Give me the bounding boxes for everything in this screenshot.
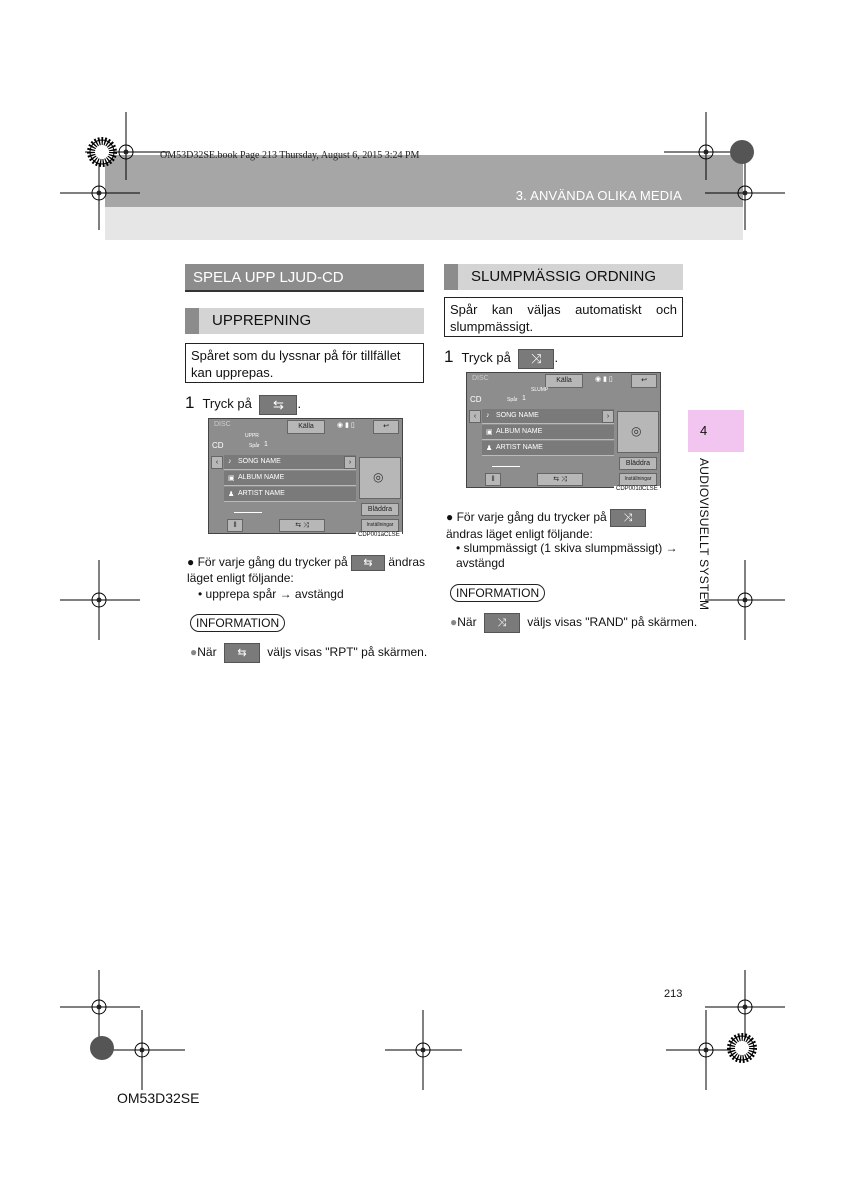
screen-track-number-r: 1 <box>522 395 526 402</box>
screen-disc-label-r: DISC <box>472 375 489 382</box>
section-title: 3. ANVÄNDA OLIKA MEDIA <box>515 188 682 203</box>
screen-album-name-r: ALBUM NAME <box>496 428 543 435</box>
step-number: 1 <box>185 393 195 412</box>
screen-artist-name-r: ARTIST NAME <box>496 444 543 451</box>
right-intro-box: Spår kan väljas automatiskt och slumpmässigt. <box>444 297 683 337</box>
screen-track-label: Spår <box>249 443 260 449</box>
left-sub-text: upprepa spår → avstängd <box>205 587 344 601</box>
bullet-dot-r: ● <box>446 510 454 525</box>
screen-next-button-r: › <box>602 410 614 423</box>
step-text: Tryck på <box>202 396 252 411</box>
left-note-b: väljs visas "RPT" på skärmen. <box>267 645 428 660</box>
screen-track-label-r: Spår <box>507 397 518 403</box>
step-number-right: 1 <box>444 347 454 366</box>
screen-mode-label: UPPR <box>245 433 259 439</box>
chapter-number: 4 <box>700 423 708 438</box>
screen-album-name: ALBUM NAME <box>238 474 285 481</box>
screen-next-button: › <box>344 456 356 469</box>
screen-repeat-shuffle-buttons-r: ⇆ ⤨ <box>537 473 583 486</box>
screen-status-icons: ◉ ▮ ▯ <box>337 422 355 429</box>
bullet-dot: ● <box>187 555 195 570</box>
step-end: . <box>297 396 302 411</box>
shuffle-icon-note: ⤨ <box>497 617 507 629</box>
album-icon: ▣ <box>228 475 235 482</box>
screen-mode-label-r: SLUMP <box>531 387 549 393</box>
step-end-right: . <box>554 350 559 365</box>
shuffle-icon: ⤨ <box>531 350 542 366</box>
disc-icon-r: ◎ <box>631 424 642 438</box>
screen-back-button: ↩ <box>373 420 399 434</box>
left-sub-bullet: • upprepa spår → avstängd <box>198 587 344 601</box>
right-screen-caption: CDP001dCLSE <box>616 486 658 492</box>
right-info-label: INFORMATION <box>450 584 545 602</box>
note-icon: ♪ <box>228 458 232 465</box>
bullet-text-a: För varje gång du trycker på <box>197 555 348 570</box>
screen-browse-button: Bläddra <box>361 503 399 516</box>
note-dot-r: ● <box>450 615 458 630</box>
left-intro-box: Spåret som du lyssnar på för tillfället kan upprepas. <box>185 343 424 383</box>
screen-settings-button-r: Inställningar <box>619 473 657 486</box>
screen-song-name-r: SONG NAME <box>496 412 539 419</box>
screen-prev-button: ‹ <box>211 456 223 469</box>
screen-source-button: Källa <box>287 420 325 434</box>
document-code: OM53D32SE <box>117 1090 200 1106</box>
solid-target-mark <box>730 140 754 164</box>
left-subtitle: UPPREPNING <box>212 312 312 329</box>
right-sub-text: slumpmässigt (1 skiva slumpmässigt) → avstängd <box>456 541 678 570</box>
right-note-a: När <box>457 615 477 630</box>
star-target-mark <box>730 1036 754 1060</box>
screen-pause-button: ll <box>227 519 243 532</box>
screen-song-name: SONG NAME <box>238 458 281 465</box>
screen-prev-button-r: ‹ <box>469 410 481 423</box>
book-info-line: OM53D32SE.book Page 213 Thursday, August 6, 2015 3:24 PM <box>160 150 420 161</box>
star-target-mark <box>90 140 114 164</box>
right-subtitle: SLUMPMÄSSIG ORDNING <box>471 268 657 285</box>
screen-status-icons-r: ◉ ▮ ▯ <box>595 376 613 383</box>
disc-icon: ◎ <box>373 470 384 484</box>
page-number: 213 <box>664 988 683 1000</box>
bullet-text-b: ändras läget enligt följande: <box>187 555 426 585</box>
screen-pause-button-r: ll <box>485 473 501 486</box>
right-note-b: väljs visas "RAND" på skärmen. <box>527 615 698 630</box>
screen-track-number: 1 <box>264 441 268 448</box>
repeat-icon-inline: ⇆ <box>363 557 373 569</box>
chapter-label: AUDIOVISUELLT SYSTEM <box>697 458 711 611</box>
artist-icon-r: ♟ <box>486 445 493 452</box>
screen-artist-name: ARTIST NAME <box>238 490 285 497</box>
screen-settings-button: Inställningar <box>361 519 399 532</box>
artist-icon: ♟ <box>228 491 235 498</box>
screen-source-button-r: Källa <box>545 374 583 388</box>
repeat-icon: ⇆ <box>273 396 284 412</box>
note-dot: ● <box>190 645 198 660</box>
shuffle-icon-inline: ⤨ <box>623 512 633 524</box>
left-screen-caption: CDP001aCLSE <box>358 532 400 538</box>
repeat-icon-note: ⇆ <box>237 647 247 659</box>
step-text-right: Tryck på <box>461 350 511 365</box>
screen-back-button-r: ↩ <box>631 374 657 388</box>
screen-cd-label-r: CD <box>470 395 482 404</box>
left-note-a: När <box>197 645 217 660</box>
bullet-text-a-r: För varje gång du trycker på <box>456 510 607 525</box>
screen-disc-label: DISC <box>214 421 231 428</box>
screen-repeat-shuffle-buttons: ⇆ ⤨ <box>279 519 325 532</box>
left-info-label: INFORMATION <box>190 614 285 632</box>
album-icon-r: ▣ <box>486 429 493 436</box>
solid-target-mark <box>90 1036 114 1060</box>
left-title: SPELA UPP LJUD-CD <box>185 264 424 292</box>
bullet-text-b-r: ändras läget enligt följande: <box>446 527 593 541</box>
screen-cd-label: CD <box>212 441 224 450</box>
screen-browse-button-r: Bläddra <box>619 457 657 470</box>
right-sub-bullet: • slumpmässigt (1 skiva slumpmässigt) → avstängd <box>456 541 678 570</box>
note-icon-r: ♪ <box>486 412 490 419</box>
